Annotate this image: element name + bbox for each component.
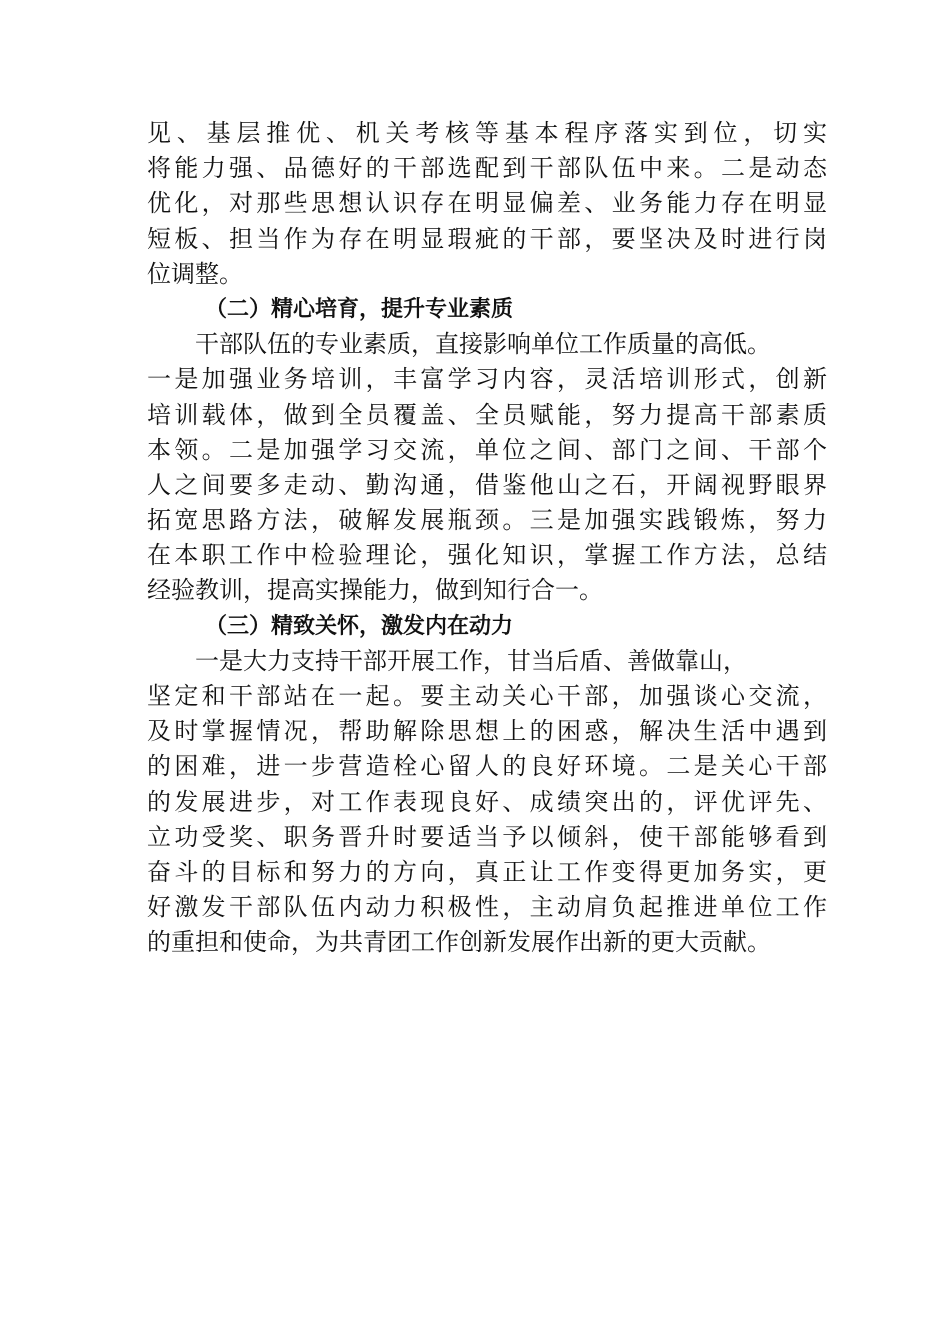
paragraph-3 — [147, 644, 827, 961]
section-heading-3: （三）精致关怀，激发内在动力 — [205, 612, 514, 639]
text-line: 好激发干部队伍内动力积极性，主动肩负起推进单位工作 — [147, 893, 827, 922]
text-line: 短板、担当作为存在明显瑕疵的干部，要坚决及时进行岗 — [147, 224, 827, 253]
text-line: 在本职工作中检验理论，强化知识，掌握工作方法，总结 — [147, 541, 827, 570]
section-heading-2: （二）精心培育，提升专业素质 — [205, 295, 514, 322]
text-line: 一是大力支持干部开展工作，甘当后盾、善做靠山， — [195, 646, 747, 675]
text-line: 的困难，进一步营造栓心留人的良好环境。二是关心干部 — [147, 752, 827, 781]
text-line: 奋斗的目标和努力的方向，真正让工作变得更加务实，更 — [147, 857, 827, 886]
text-line: 将能力强、品德好的干部选配到干部队伍中来。二是动态 — [147, 154, 827, 183]
document-body — [147, 116, 827, 961]
text-line: 拓宽思路方法，破解发展瓶颈。三是加强实践锻炼，努力 — [147, 506, 827, 535]
text-line: 本领。二是加强学习交流，单位之间、部门之间、干部个 — [147, 435, 827, 464]
text-line: 坚定和干部站在一起。要主动关心干部，加强谈心交流， — [147, 682, 827, 710]
text-line: 的重担和使命，为共青团工作创新发展作出新的更大贡献。 — [147, 928, 771, 957]
text-line: 立功受奖、职务晋升时要适当予以倾斜，使干部能够看到 — [147, 822, 827, 851]
text-line: 干部队伍的专业素质，直接影响单位工作质量的高低。 — [195, 330, 771, 359]
paragraph-2 — [147, 327, 827, 609]
text-line: 及时掌握情况，帮助解除思想上的困惑，解决生活中遇到 — [147, 717, 827, 746]
paragraph-1 — [147, 116, 827, 292]
text-line: 经验教训，提高实操能力，做到知行合一。 — [147, 576, 603, 605]
text-line: 见、基层推优、机关考核等基本程序落实到位，切实 — [147, 119, 827, 147]
text-line: 优化，对那些思想认识存在明显偏差、业务能力存在明显 — [147, 189, 827, 218]
text-line: 一是加强业务培训，丰富学习内容，灵活培训形式，创新 — [147, 365, 827, 394]
text-line: 的发展进步，对工作表现良好、成绩突出的，评优评先、 — [147, 787, 827, 816]
text-line: 人之间要多走动、勤沟通，借鉴他山之石，开阔视野眼界 — [147, 470, 827, 499]
text-line: 位调整。 — [147, 259, 243, 288]
text-line: 培训载体，做到全员覆盖、全员赋能，努力提高干部素质 — [147, 400, 827, 429]
